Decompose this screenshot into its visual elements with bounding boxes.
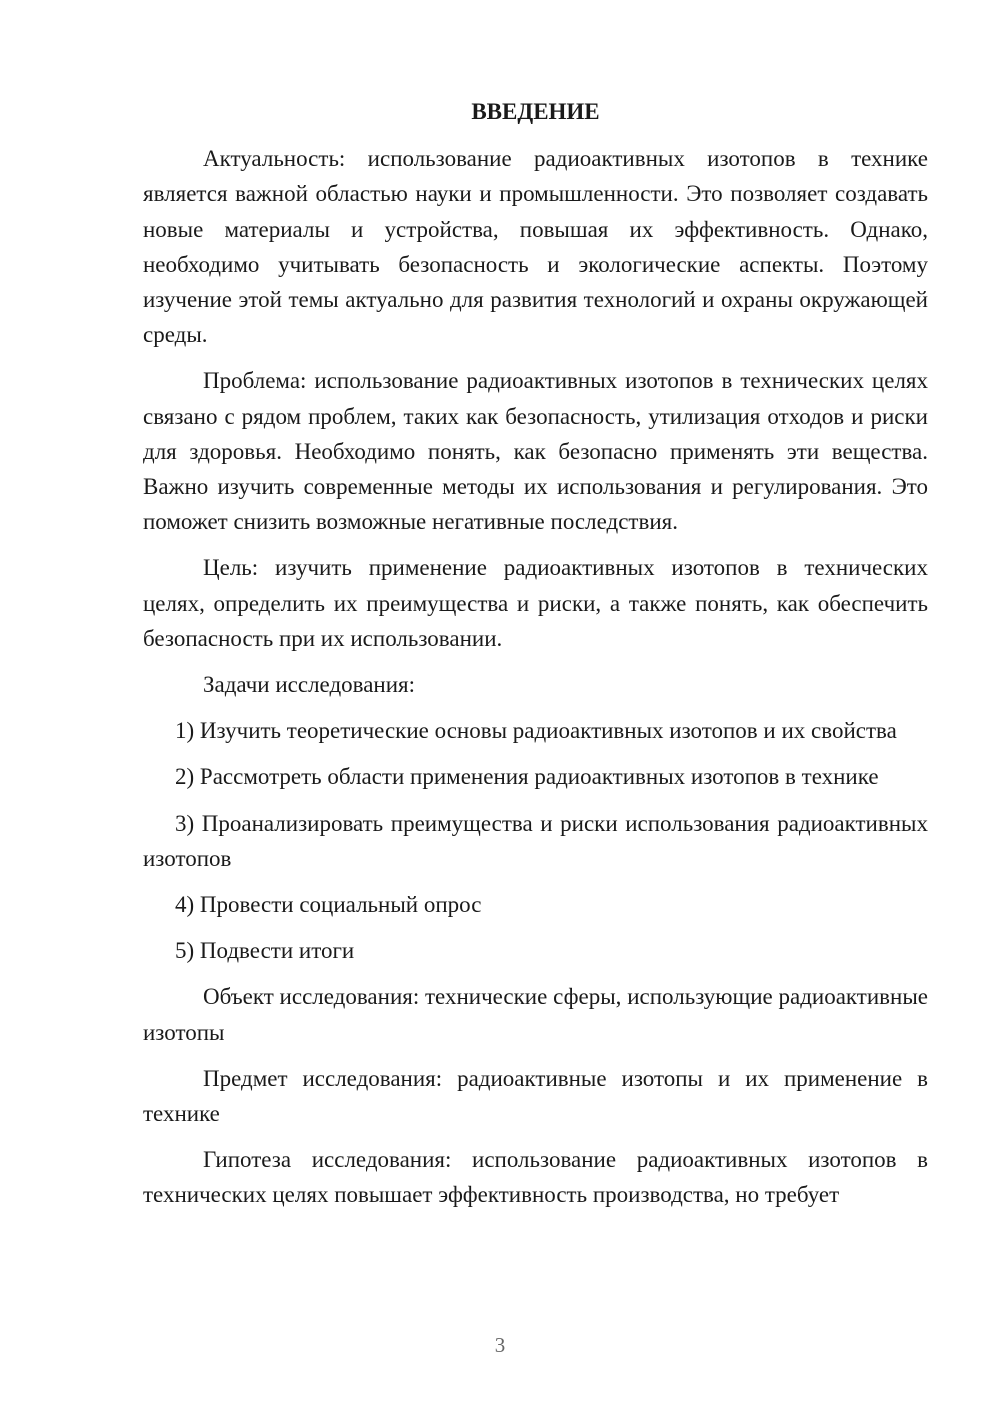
paragraph-problem: Проблема: использование радиоактивных изотопов в технических целях связано с рядом проблем, таких как безопасность, утилизация отходов и риски для здоровья. Необходимо понять, как безопасно применять эти вещества. Важно изучить современные методы их использования и регулирования. Это поможет снизить возможные негативные последствия. — [143, 368, 928, 535]
paragraph-hypothesis: Гипотеза исследования: использование радиоактивных изотопов в технических целях повышает эффективность производства, но требует — [143, 1147, 928, 1208]
page-number: 3 — [494, 1333, 506, 1357]
paragraph-object: Объект исследования: технические сферы, использующие радиоактивные изотопы — [143, 984, 928, 1045]
page-content — [143, 94, 928, 1224]
paragraph-relevance: Актуальность: использование радиоактивных изотопов в технике является важной областью науки и промышленности. Это позволяет создавать новые материалы и устройства, повышая их эффективность. Однако, необходимо учитывать безопасность и экологические аспекты. Поэтому изучение этой темы актуально для развития технологий и охраны окружающей среды. — [143, 146, 928, 348]
page-title: ВВЕДЕНИЕ — [471, 99, 600, 124]
paragraph-goal: Цель: изучить применение радиоактивных изотопов в технических целях, определить их преимущества и риски, а также понять, как обеспечить безопасность при их использовании. — [143, 555, 928, 651]
task-item-1: 1) Изучить теоретические основы радиоактивных изотопов и их свойства — [175, 718, 897, 744]
paragraph-tasks-heading: Задачи исследования: — [203, 672, 416, 698]
task-item-4: 4) Провести социальный опрос — [175, 892, 482, 918]
task-item-2: 2) Рассмотреть области применения радиоактивных изотопов в технике — [175, 764, 879, 790]
task-item-3: 3) Проанализировать преимущества и риски использования радиоактивных изотопов — [143, 810, 928, 871]
task-item-5: 5) Подвести итоги — [175, 938, 355, 964]
paragraph-subject: Предмет исследования: радиоактивные изотопы и их применение в технике — [143, 1065, 928, 1127]
